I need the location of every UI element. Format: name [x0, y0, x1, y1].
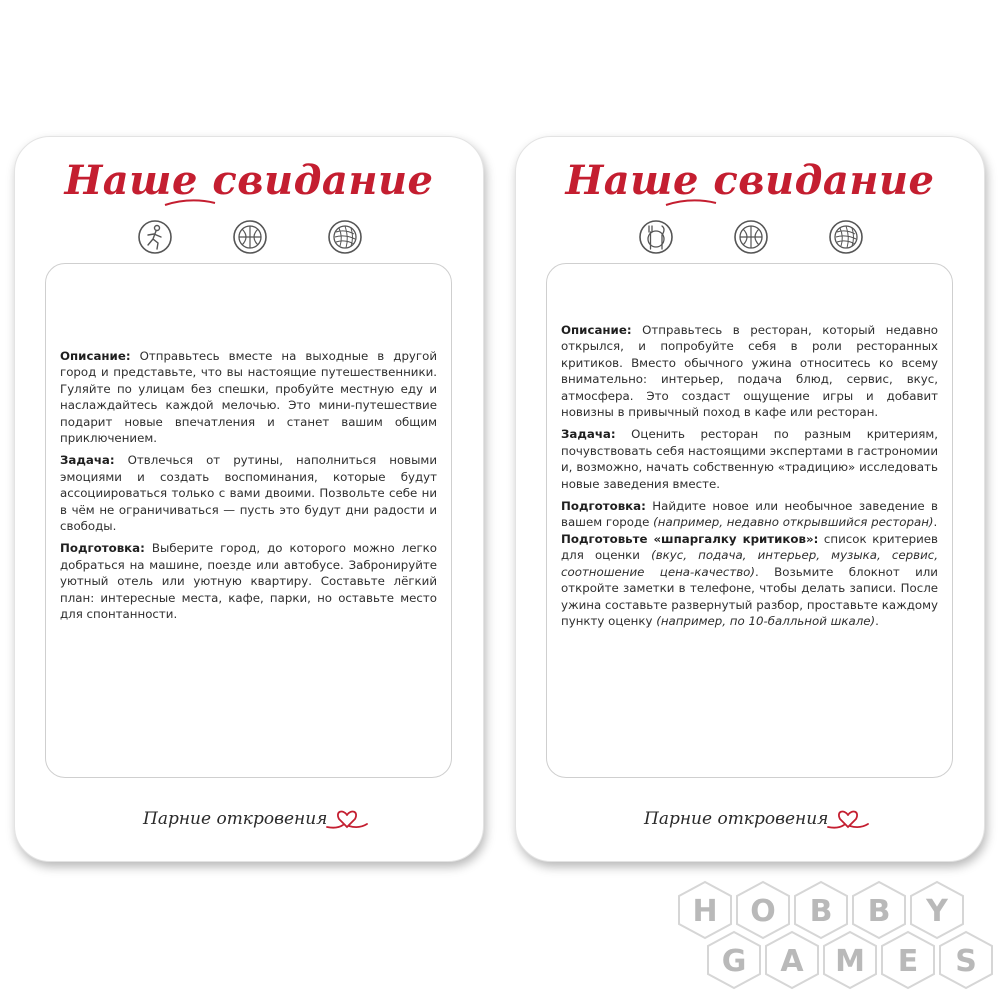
watermark-letter: A [780, 944, 804, 979]
cheatsheet-text: список критериев для оценки [561, 531, 938, 563]
title-flourish-icon [516, 145, 986, 225]
preparation-paragraph [60, 540, 437, 622]
watermark-letter: H [692, 894, 718, 929]
description-paragraph [561, 322, 938, 420]
card-content-panel [546, 263, 953, 778]
task-paragraph [561, 426, 938, 492]
card-icons [638, 219, 864, 259]
task-text: Отвлечься от рутины, наполниться новыми эмоциями и создать воспоминания, которые будут ассоциироваться только с вами двоими. Позвольте себе ни в чём не ограничиваться — пусть это будут дни радости и свободы. [60, 453, 437, 534]
plate-icon [638, 219, 674, 255]
task-label: Задача: [60, 453, 115, 468]
date-card-right [515, 136, 985, 862]
preparation-text: Выберите город, до которого можно легко добраться на машине, поезде или автобусе. Забронируйте уютный отель или уютную квартиру. Составьте лёгкий план: интересные места, кафе, парки, но оставьте место для спонтанности. [60, 541, 437, 622]
watermark-letter: O [750, 894, 776, 929]
task-text: Оценить ресторан по разным критериям, почувствовать себя настоящими экспертами в гастрономии и, возможно, начать собственную «традицию» исследовать новые заведения вместе. [561, 427, 939, 491]
description-paragraph [60, 348, 437, 446]
date-card-left [14, 136, 484, 862]
card-body-text [561, 322, 938, 635]
basketball-icon [733, 219, 769, 255]
yarn-ball-icon [327, 219, 363, 255]
description-text: Отправьтесь в ресторан, который недавно открылся, и попробуйте себя в роли ресторанных критиков. Вместо обычного ужина относитесь ко всему внимательно: интерьер, подача блюд, сервис, вкус, атмосфера. Это создаст ощущение игры и добавит новизны в привычный поход в кафе или ресторан. [561, 323, 938, 420]
watermark-letter: G [721, 944, 747, 979]
hobby-games-watermark [675, 880, 995, 990]
watermark-letter: B [809, 894, 833, 929]
description-label: Описание: [60, 349, 131, 363]
basketball-icon [232, 219, 268, 255]
watermark-letter: E [897, 944, 919, 979]
description-label: Описание: [561, 323, 632, 337]
watermark-letter: B [867, 894, 891, 929]
cheatsheet-paragraph [561, 531, 938, 629]
brand-name: Парние откровения [644, 809, 829, 829]
preparation-label: Подготовка: [60, 541, 145, 556]
card-title-text: Наше свидание [565, 157, 935, 204]
heart-icon [325, 807, 369, 833]
card-footer [15, 805, 483, 835]
cheatsheet-label: Подготовьте «шпаргалку критиков»: [561, 531, 819, 546]
yarn-ball-icon [828, 219, 864, 255]
runner-icon [137, 219, 173, 255]
heart-icon [826, 807, 870, 833]
preparation-label: Подготовка: [561, 499, 646, 514]
task-paragraph [60, 452, 437, 534]
title-flourish-icon [15, 145, 485, 225]
description-text: Отправьтесь вместе на выходные в другой город и представьте, что вы настоящие путешественники. Гуляйте по улицам без спешки, пробуйте местную еду и наслаждайтесь каждой мелочью. Это мини-путешествие подарит новые впечатления и станет вашим общим приключением. [60, 349, 437, 446]
watermark-letter: M [835, 944, 865, 979]
preparation-text: Найдите новое или необычное заведение в вашем городе [561, 499, 938, 530]
card-content-panel [45, 263, 452, 778]
cheatsheet-criteria: (вкус, подача, интерьер, музыка, сервис, соотношение цена-качество) [561, 548, 938, 579]
task-label: Задача: [561, 427, 616, 442]
watermark-letter: S [955, 944, 977, 979]
preparation-end: . [933, 515, 938, 530]
cheatsheet-scale-example: (например, по 10-балльной шкале) [656, 613, 876, 628]
card-icons [137, 219, 363, 259]
cheatsheet-text-continued: . Возьмите блокнот или откройте заметки в телефоне, чтобы делать записи. После ужина составьте развернутый разбор, проставьте каждому пункту оценку [561, 564, 938, 628]
card-footer [516, 805, 984, 835]
cheatsheet-end: . [875, 613, 879, 628]
card-title-text: Наше свидание [64, 157, 434, 204]
watermark-letter: Y [926, 894, 948, 929]
preparation-example: (например, недавно открывшийся ресторан) [653, 515, 934, 530]
card-body-text [60, 348, 437, 629]
brand-name: Парние откровения [143, 809, 328, 829]
preparation-paragraph [561, 498, 938, 531]
